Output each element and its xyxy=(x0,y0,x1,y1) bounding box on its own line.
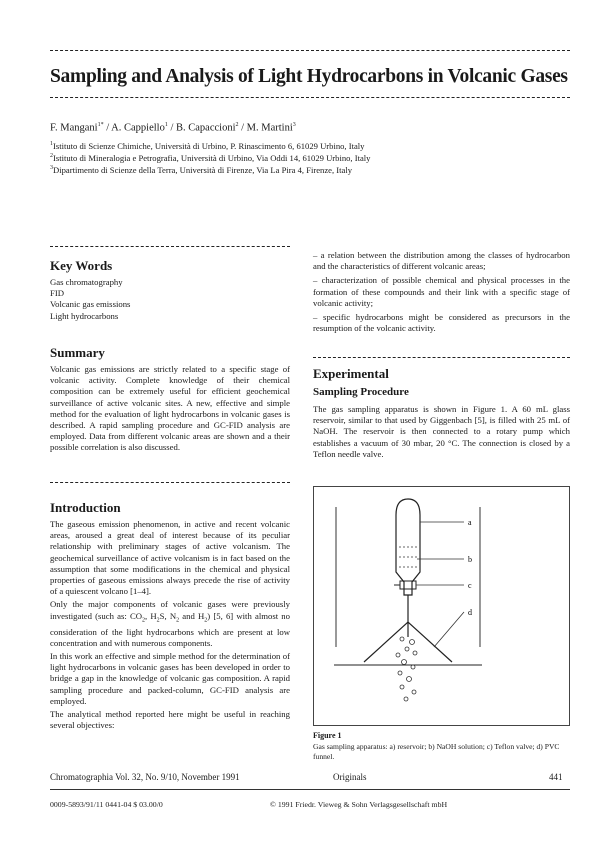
affiliation-1: $^1$Istituto di Scienze Chimiche, Università di Urbino, P. Rinascimento 6, 61029 Urbino, Italy xyxy=(50,140,365,151)
intro-paragraph-3: In this work an effective and simple method for the determination of light hydrocarbons in volcanic gases has been developed in order to bridge a gap in the knowledge of volcanic gas composition. A rapid sampling procedure and packed-column, GC-FID analysis are employed. xyxy=(50,650,290,706)
author-1: F. Mangani xyxy=(50,122,98,134)
keyword-item: FID xyxy=(50,288,64,299)
summary-heading: Summary xyxy=(50,345,105,360)
keywords-list xyxy=(50,277,130,322)
sampling-procedure-text: The gas sampling apparatus is shown in Figure 1. A 60 mL glass reservoir, similar to that used by Giggenbach [5], is filled with 25 mL of NaOH. The reservoir is then connected to a rotary pump which establishes a vacuum of 30 mbar, 20 °C. The connection is closed by a Teflon needle valve. xyxy=(313,404,570,459)
copyright: © 1991 Friedr. Vieweg & Sohn Verlagsgesellschaft mbH xyxy=(270,800,448,809)
sampling-apparatus-diagram xyxy=(314,487,569,725)
intro-paragraph-4: The analytical method reported here might be useful in reaching several objectives: xyxy=(50,708,290,731)
keyword-item: Light hydrocarbons xyxy=(50,310,119,321)
sampling-procedure-heading: Sampling Procedure xyxy=(313,386,409,398)
objectives-list xyxy=(313,250,570,334)
objective-item: – characterization of possible chemical and physical processes in the formation of these compounds and their link with a specific stage of volcanic activity; xyxy=(313,275,570,308)
objective-item: – a relation between the distribution among the classes of hydrocarbon and the characteristics of different volcanic areas; xyxy=(313,250,570,272)
section-label: Originals xyxy=(333,772,367,782)
author-2: A. Cappiello xyxy=(111,122,165,134)
introduction-text xyxy=(50,519,290,731)
keyword-item: Volcanic gas emissions xyxy=(50,299,131,310)
introduction-heading: Introduction xyxy=(50,500,121,515)
teflon-valve xyxy=(400,581,416,589)
article-code: 0009-5893/91/11 0441-04 $ 03.00/0 xyxy=(50,800,163,809)
author-4: M. Martini xyxy=(246,122,293,134)
experimental-rule xyxy=(313,357,570,358)
intro-paragraph-2: Only the major components of volcanic gases were previously investigated (such as: $CO_2$, $H_2S$, $N_2$ and $H_2$) [5, 6] with almost no consideration of the light hydrocarbons which are present at low concentration and with numerous components. xyxy=(50,599,290,648)
keywords-heading: Key Words xyxy=(50,258,113,273)
figure-caption: Gas sampling apparatus: a) reservoir; b) NaOH solution; c) Teflon valve; d) PVC funnel. xyxy=(313,742,560,761)
page-number: 441 xyxy=(549,772,563,782)
footer-rule xyxy=(50,789,570,790)
figure-label-b: b xyxy=(468,555,472,564)
figure-label-d: d xyxy=(468,608,472,617)
journal-info: Chromatographia Vol. 32, No. 9/10, November 1991 xyxy=(50,772,240,782)
paper-title: Sampling and Analysis of Light Hydrocarbons in Volcanic Gases xyxy=(50,66,568,87)
top-rule xyxy=(50,50,570,51)
intro-rule xyxy=(50,482,290,483)
authors-line: F. Mangani$^{1*}$ / A. Cappiello$^1$ / B. Capaccioni$^2$ / M. Martini$^3$ xyxy=(50,122,296,134)
left-column-rule xyxy=(50,246,290,247)
title-rule xyxy=(50,97,570,98)
figure-label-c: c xyxy=(468,581,472,590)
affiliation-3: $^3$Dipartimento di Scienze della Terra, Università di Firenze, Via La Pira 4, Firenze, Italy xyxy=(50,164,353,175)
gas-bubbles xyxy=(396,637,417,701)
figure-1-frame xyxy=(313,486,570,726)
figure-label-a: a xyxy=(468,518,472,527)
author-3: B. Capaccioni xyxy=(176,122,236,134)
intro-paragraph-1: The gaseous emission phenomenon, in active and recent volcanic areas, aroused a great deal of interest because of its peculiar relationship with preliminary stages of active volcanism. The geochemical surveillance of active volcanism is in fact based on the assumption that some modifications in the chemical and physical properties of gaseous emissions always precede the rise of activity of a quiescent volcano [1–4]. xyxy=(50,519,290,597)
affiliation-2: $^2$Istituto di Mineralogia e Petrografia, Università di Urbino, Via Oddi 14, 61029 Urbino, Italy xyxy=(50,152,371,163)
objective-item: – specific hydrocarbons might be considered as precursors in the resumption of the volcanic activity. xyxy=(313,312,570,334)
summary-text: Volcanic gas emissions are strictly related to a specific stage of volcanic activity. Complete knowledge of their chemical composition can be extremely useful for efficient geochemical surveillance of active volcanic sites. A new, effective and simple method for the evaluation of light hydrocarbons in volcanic gases is described. A rapid sampling procedure and GC-FID analysis are employed. Data from different volcanic areas are shown and a their possible correlation is also discussed. xyxy=(50,364,290,453)
keyword-item: Gas chromatography xyxy=(50,277,123,287)
figure-caption-title: Figure 1 xyxy=(313,731,342,740)
experimental-heading: Experimental xyxy=(313,366,389,381)
